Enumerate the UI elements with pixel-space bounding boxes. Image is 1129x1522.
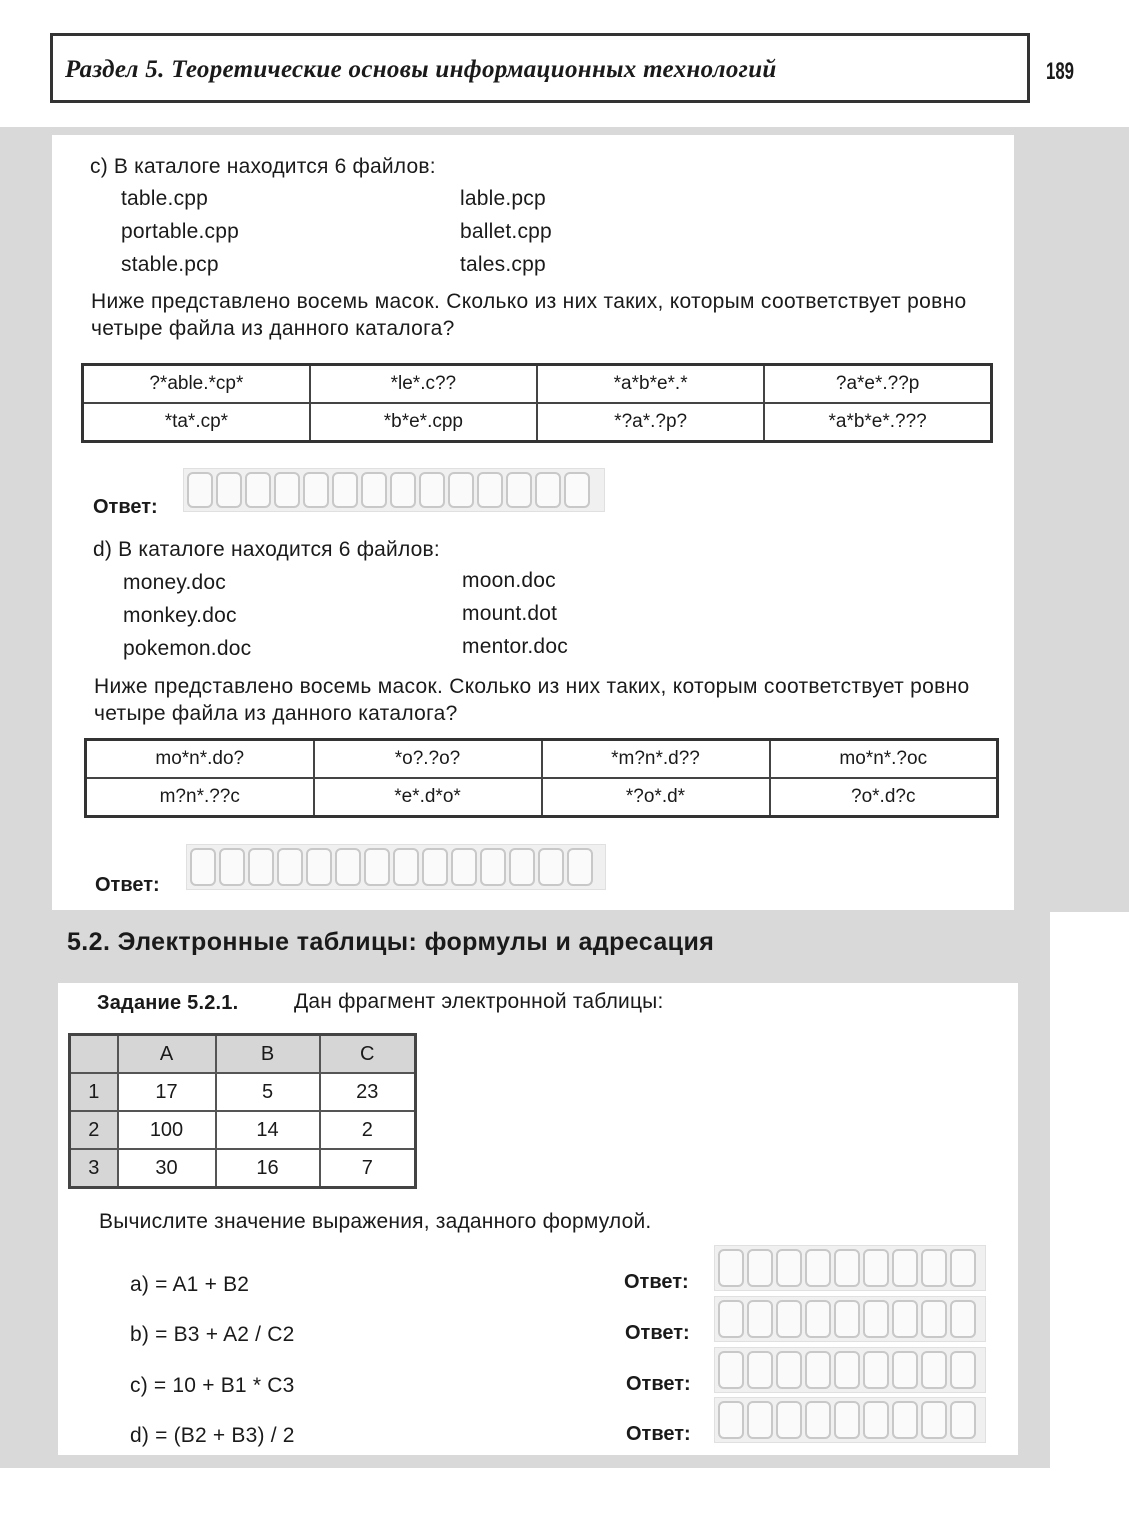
answer-digit-box[interactable]	[248, 848, 274, 886]
answer-digit-box[interactable]	[306, 848, 332, 886]
formula-c: c) = 10 + B1 * C3	[130, 1374, 295, 1397]
task-d-question: Ниже представлено восемь масок. Сколько из них таких, которым соответствует ровно четыре файла из данного каталога?	[94, 675, 970, 725]
answer-digit-box[interactable]	[216, 472, 242, 508]
answer-digit-box[interactable]	[892, 1249, 918, 1287]
table-cell: 7	[320, 1149, 416, 1188]
answer-digit-box[interactable]	[805, 1401, 831, 1439]
answer-digit-box[interactable]	[776, 1351, 802, 1389]
task-c-intro: c) В каталоге находится 6 файлов:	[90, 155, 436, 178]
mask-cell: *ta*.cp*	[83, 403, 310, 442]
task-number: Задание 5.2.1.	[97, 992, 239, 1014]
answer-digit-box[interactable]	[567, 848, 593, 886]
answer-digit-box[interactable]	[747, 1249, 773, 1287]
formula-b-answer-field[interactable]	[714, 1296, 986, 1342]
answer-digit-box[interactable]	[747, 1401, 773, 1439]
file-name: monkey.doc	[123, 604, 237, 627]
mask-cell: *m?n*.d??	[542, 740, 770, 779]
mask-cell: *e*.d*o*	[314, 778, 542, 817]
file-name: lable.pcp	[460, 187, 546, 210]
answer-digit-box[interactable]	[805, 1351, 831, 1389]
mask-cell: *?a*.?p?	[537, 403, 764, 442]
answer-digit-box[interactable]	[834, 1401, 860, 1439]
table-cell: 2	[320, 1111, 416, 1149]
answer-digit-box[interactable]	[863, 1300, 889, 1338]
formula-a: a) = A1 + B2	[130, 1273, 250, 1296]
task-d-answer-label: Ответ:	[95, 874, 160, 896]
chapter-header	[50, 33, 1030, 103]
answer-digit-box[interactable]	[776, 1300, 802, 1338]
answer-digit-box[interactable]	[451, 848, 477, 886]
task-c-answer-label: Ответ:	[93, 496, 158, 518]
task-d-intro: d) В каталоге находится 6 файлов:	[93, 538, 440, 561]
mask-cell: mo*n*.?oc	[770, 740, 998, 779]
file-name: portable.cpp	[121, 220, 239, 243]
formula-d: d) = (B2 + B3) / 2	[130, 1424, 295, 1447]
file-name: money.doc	[123, 571, 226, 594]
column-header: C	[320, 1035, 416, 1074]
file-name: table.cpp	[121, 187, 209, 210]
answer-digit-box[interactable]	[921, 1249, 947, 1287]
answer-digit-box[interactable]	[892, 1351, 918, 1389]
formula-b-answer-label: Ответ:	[625, 1322, 690, 1344]
answer-digit-box[interactable]	[361, 472, 387, 508]
answer-digit-box[interactable]	[390, 472, 416, 508]
table-cell: 100	[118, 1111, 216, 1149]
mask-cell: mo*n*.do?	[86, 740, 314, 779]
file-name: mount.dot	[462, 602, 558, 625]
file-name: ballet.cpp	[460, 220, 552, 243]
formula-c-answer-label: Ответ:	[626, 1373, 691, 1395]
answer-digit-box[interactable]	[535, 472, 561, 508]
answer-digit-box[interactable]	[718, 1300, 744, 1338]
mask-cell: m?n*.??c	[86, 778, 314, 817]
answer-digit-box[interactable]	[190, 848, 216, 886]
table-row	[70, 1111, 416, 1149]
table-cell: 14	[216, 1111, 320, 1149]
task-label	[97, 992, 238, 1015]
file-name: tales.cpp	[460, 253, 546, 276]
answer-digit-box[interactable]	[219, 848, 245, 886]
table-cell: 16	[216, 1149, 320, 1188]
answer-digit-box[interactable]	[332, 472, 358, 508]
page-number: 189	[1046, 58, 1075, 85]
corner-cell	[70, 1035, 118, 1074]
answer-digit-box[interactable]	[564, 472, 590, 508]
answer-digit-box[interactable]	[863, 1351, 889, 1389]
answer-digit-box[interactable]	[776, 1401, 802, 1439]
answer-digit-box[interactable]	[506, 472, 532, 508]
table-cell: 30	[118, 1149, 216, 1188]
table-cell: 5	[216, 1073, 320, 1111]
table-row	[86, 740, 998, 779]
answer-digit-box[interactable]	[364, 848, 390, 886]
instruction-text: Вычислите значение выражения, заданного формулой.	[99, 1210, 652, 1233]
table-row	[70, 1149, 416, 1188]
answer-digit-box[interactable]	[303, 472, 329, 508]
table-row	[70, 1035, 416, 1074]
answer-digit-box[interactable]	[277, 848, 303, 886]
answer-digit-box[interactable]	[274, 472, 300, 508]
answer-digit-box[interactable]	[921, 1401, 947, 1439]
formula-d-answer-label: Ответ:	[626, 1423, 691, 1445]
mask-cell: *le*.c??	[310, 365, 537, 404]
file-name: pokemon.doc	[123, 637, 252, 660]
mask-cell: ?o*.d?c	[770, 778, 998, 817]
answer-digit-box[interactable]	[718, 1351, 744, 1389]
answer-digit-box[interactable]	[805, 1249, 831, 1287]
answer-digit-box[interactable]	[950, 1249, 976, 1287]
spreadsheet-fragment	[68, 1033, 417, 1189]
row-header: 3	[70, 1149, 118, 1188]
answer-digit-box[interactable]	[747, 1351, 773, 1389]
chapter-title: Раздел 5. Теоретические основы информационных технологий	[65, 56, 777, 83]
answer-digit-box[interactable]	[892, 1300, 918, 1338]
task-c-answer-field[interactable]	[183, 468, 605, 512]
table-row	[83, 365, 992, 404]
answer-digit-box[interactable]	[950, 1351, 976, 1389]
answer-digit-box[interactable]	[718, 1249, 744, 1287]
task-d-masks-table	[84, 738, 999, 818]
mask-cell: *a*b*e*.???	[764, 403, 991, 442]
table-cell: 17	[118, 1073, 216, 1111]
answer-digit-box[interactable]	[538, 848, 564, 886]
answer-digit-box[interactable]	[422, 848, 448, 886]
answer-digit-box[interactable]	[921, 1300, 947, 1338]
answer-digit-box[interactable]	[776, 1249, 802, 1287]
formula-a-answer-label: Ответ:	[624, 1271, 689, 1293]
table-row	[86, 778, 998, 817]
mask-cell: *?o*.d*	[542, 778, 770, 817]
answer-digit-box[interactable]	[950, 1300, 976, 1338]
answer-digit-box[interactable]	[477, 472, 503, 508]
column-header: A	[118, 1035, 216, 1074]
answer-digit-box[interactable]	[834, 1249, 860, 1287]
answer-digit-box[interactable]	[892, 1401, 918, 1439]
row-header: 2	[70, 1111, 118, 1149]
task-c-question: Ниже представлено восемь масок. Сколько из них таких, которым соответствует ровно четыре файла из данного каталога?	[91, 290, 967, 340]
task-text: Дан фрагмент электронной таблицы:	[294, 990, 664, 1013]
task-d-answer-field[interactable]	[186, 844, 606, 890]
mask-cell: *b*e*.cpp	[310, 403, 537, 442]
table-cell: 23	[320, 1073, 416, 1111]
answer-digit-box[interactable]	[419, 472, 445, 508]
answer-digit-box[interactable]	[950, 1401, 976, 1439]
answer-digit-box[interactable]	[480, 848, 506, 886]
file-name: moon.doc	[462, 569, 556, 592]
formula-d-answer-field[interactable]	[714, 1397, 986, 1443]
answer-digit-box[interactable]	[834, 1300, 860, 1338]
table-row	[83, 403, 992, 442]
answer-digit-box[interactable]	[448, 472, 474, 508]
answer-digit-box[interactable]	[509, 848, 535, 886]
file-name: stable.pcp	[121, 253, 219, 276]
answer-digit-box[interactable]	[805, 1300, 831, 1338]
formula-a-answer-field[interactable]	[714, 1245, 986, 1291]
formula-b: b) = B3 + A2 / C2	[130, 1323, 295, 1346]
mask-cell: *o?.?o?	[314, 740, 542, 779]
column-header: B	[216, 1035, 320, 1074]
answer-digit-box[interactable]	[335, 848, 361, 886]
answer-digit-box[interactable]	[187, 472, 213, 508]
answer-digit-box[interactable]	[718, 1401, 744, 1439]
section-heading: 5.2. Электронные таблицы: формулы и адресация	[67, 928, 715, 956]
mask-cell: ?*able.*cp*	[83, 365, 310, 404]
answer-digit-box[interactable]	[863, 1249, 889, 1287]
row-header: 1	[70, 1073, 118, 1111]
task-c-masks-table	[81, 363, 993, 443]
formula-c-answer-field[interactable]	[714, 1347, 986, 1393]
table-row	[70, 1073, 416, 1111]
answer-digit-box[interactable]	[245, 472, 271, 508]
mask-cell: ?a*e*.??p	[764, 365, 991, 404]
answer-digit-box[interactable]	[921, 1351, 947, 1389]
answer-digit-box[interactable]	[747, 1300, 773, 1338]
answer-digit-box[interactable]	[834, 1351, 860, 1389]
mask-cell: *a*b*e*.*	[537, 365, 764, 404]
file-name: mentor.doc	[462, 635, 568, 658]
answer-digit-box[interactable]	[393, 848, 419, 886]
answer-digit-box[interactable]	[863, 1401, 889, 1439]
